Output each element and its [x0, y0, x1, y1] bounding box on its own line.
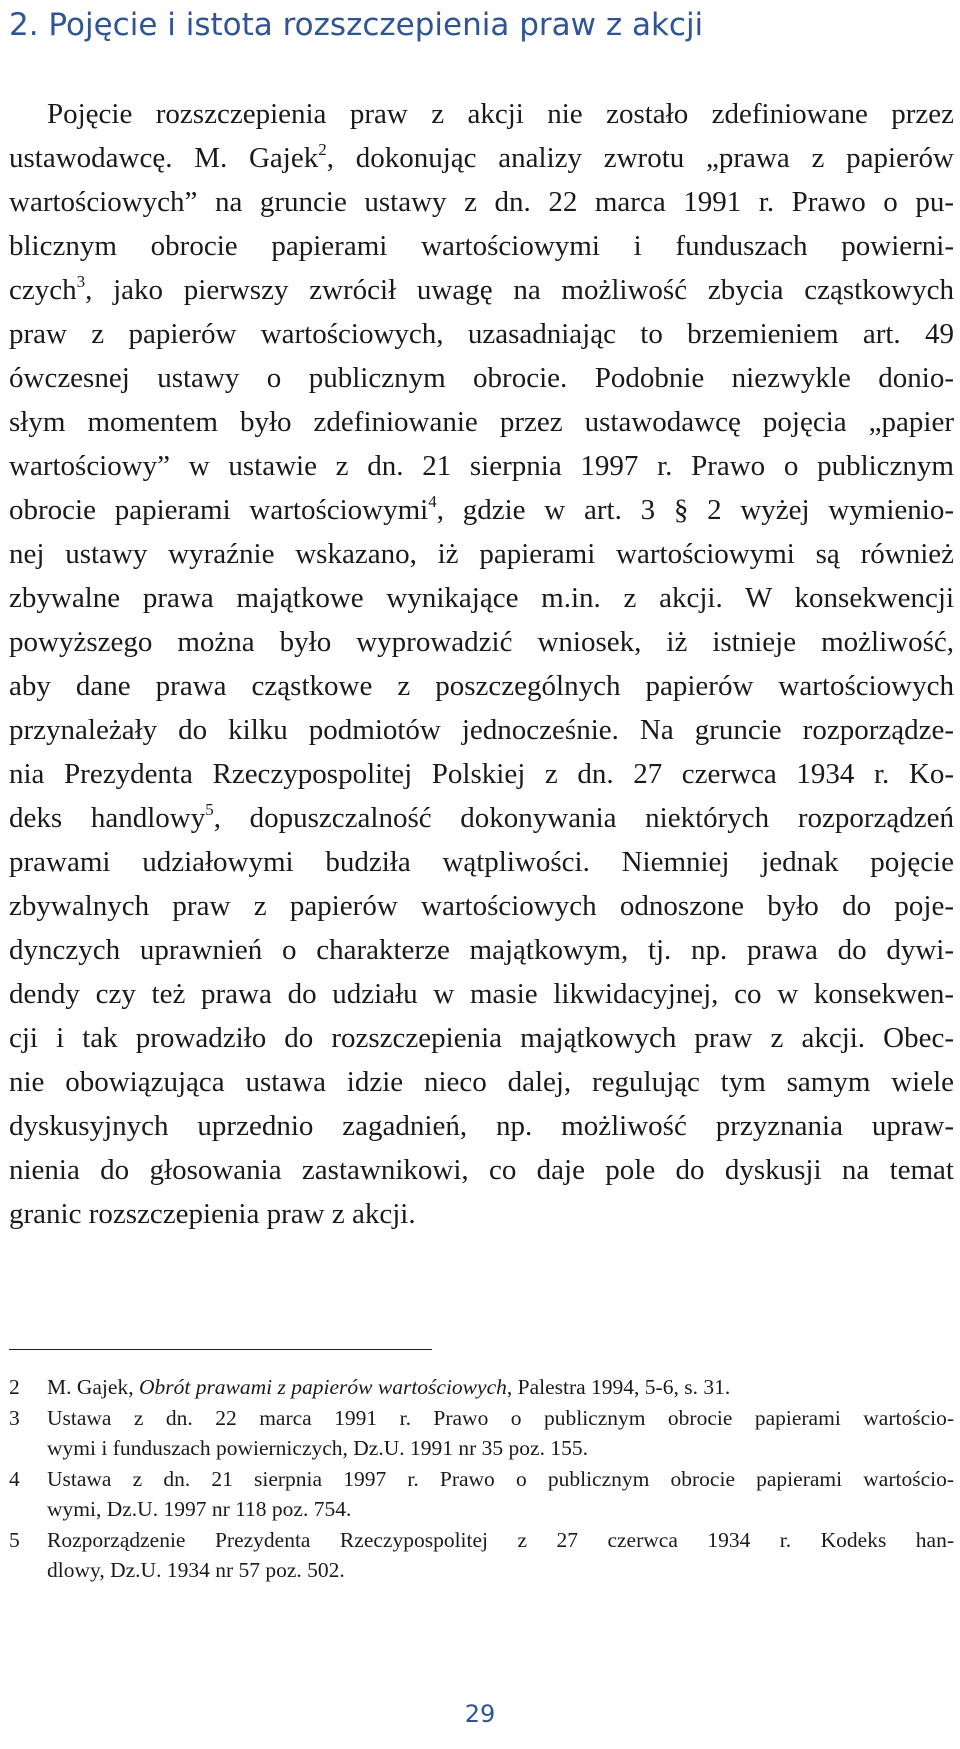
paragraph-line — [9, 1192, 954, 1236]
paragraph-line — [9, 1148, 954, 1192]
footnote-number: 4 — [9, 1466, 20, 1491]
line-text: granic rozszczepienia praw z akcji. — [9, 1198, 416, 1230]
footnote-text: Ustawa z dn. 21 sierpnia 1997 r. Prawo o publicznym obrocie papierami wartościo- — [47, 1466, 954, 1491]
paragraph-line — [9, 576, 954, 620]
paragraph-line — [9, 796, 954, 840]
footnote-text: wymi i funduszach powierniczych, Dz.U. 1991 nr 35 poz. 155. — [47, 1436, 588, 1460]
footnote-text: dlowy, Dz.U. 1934 nr 57 poz. 502. — [47, 1558, 345, 1582]
line-text: , jako pierwszy zwrócił uwagę na możliwość zbycia cząstkowych — [85, 274, 954, 306]
line-text: powyższego można było wyprowadzić wniosek, iż istnieje możliwość, — [9, 626, 954, 658]
footnote-line — [47, 1555, 954, 1586]
paragraph-line — [9, 884, 954, 928]
line-text: praw z papierów wartościowych, uzasadniając to brzemieniem art. 49 — [9, 318, 954, 350]
footnote-line — [47, 1525, 954, 1556]
footnote-number: 5 — [9, 1527, 20, 1552]
line-text: dynczych uprawnień o charakterze majątkowym, tj. np. prawa do dywi- — [9, 934, 954, 966]
footnote-marker: 4 — [428, 492, 437, 511]
line-text: nienia do głosowania zastawnikowi, co daje pole do dyskusji na temat — [9, 1154, 954, 1186]
line-text: wartościowych” na gruncie ustawy z dn. 22 marca 1991 r. Prawo o pu- — [9, 186, 954, 218]
footnote-title: Obrót prawami z papierów wartościowych — [138, 1375, 507, 1399]
line-text: aby dane prawa cząstkowe z poszczególnych papierów wartościowych — [9, 670, 954, 702]
footnote — [9, 1525, 954, 1586]
footnote-text: Rozporządzenie Prezydenta Rzeczypospolitej z 27 czerwca 1934 r. Kodeks han- — [47, 1527, 954, 1552]
paragraph-line — [9, 444, 954, 488]
paragraph-line — [9, 92, 954, 136]
paragraph-line — [9, 356, 954, 400]
footnote-marker: 2 — [318, 140, 327, 159]
line-text: nia Prezydenta Rzeczypospolitej Polskiej z dn. 27 czerwca 1934 r. Ko- — [9, 758, 954, 790]
footnote — [9, 1372, 954, 1403]
line-text: obrocie papierami wartościowymi — [9, 494, 429, 526]
paragraph-line — [9, 224, 954, 268]
line-text: ówczesnej ustawy o publicznym obrocie. Podobnie niezwykle donio- — [9, 362, 954, 394]
footnote-marker: 3 — [76, 272, 86, 291]
paragraph-line — [9, 312, 954, 356]
footnote-number: 3 — [9, 1405, 20, 1430]
footnote — [9, 1464, 954, 1525]
footnote-line — [47, 1403, 954, 1434]
paragraph-line — [9, 532, 954, 576]
line-text: cji i tak prowadziło do rozszczepienia majątkowych praw z akcji. Obec- — [9, 1022, 954, 1054]
paragraph-line — [9, 400, 954, 444]
line-text: słym momentem było zdefiniowanie przez ustawodawcę pojęcia „papier — [9, 406, 954, 438]
paragraph-line — [9, 752, 954, 796]
footnote-text: M. Gajek, — [47, 1375, 139, 1399]
footnote — [9, 1403, 954, 1464]
footnote-text: wymi, Dz.U. 1997 nr 118 poz. 754. — [47, 1497, 352, 1521]
footnote-separator — [9, 1349, 432, 1350]
paragraph-line — [9, 180, 954, 224]
page-number: 29 — [464, 1700, 496, 1728]
line-text: dyskusyjnych uprzednio zagadnień, np. możliwość przyznania upraw- — [9, 1110, 954, 1142]
footnotes — [9, 1372, 954, 1586]
paragraph-line — [9, 268, 954, 312]
line-text: nie obowiązująca ustawa idzie nieco dalej, regulując tym samym wiele — [9, 1066, 954, 1098]
paragraph-line — [9, 708, 954, 752]
line-text: , dokonując analizy zwrotu „prawa z papierów — [326, 142, 954, 174]
line-text: deks handlowy — [9, 802, 206, 834]
line-text: wartościowy” w ustawie z dn. 21 sierpnia 1997 r. Prawo o publicznym — [9, 450, 954, 482]
body-paragraph — [9, 92, 954, 1236]
line-text: Pojęcie rozszczepienia praw z akcji nie zostało zdefiniowane przez — [47, 98, 954, 130]
line-text: zbywalne prawa majątkowe wynikające m.in. z akcji. W konsekwencji — [9, 582, 954, 614]
line-text: nej ustawy wyraźnie wskazano, iż papierami wartościowymi są również — [9, 538, 954, 570]
paragraph-line — [9, 488, 954, 532]
footnote-text: Ustawa z dn. 22 marca 1991 r. Prawo o publicznym obrocie papierami wartościo- — [47, 1405, 954, 1430]
line-text: czych — [9, 274, 77, 306]
paragraph-line — [9, 1060, 954, 1104]
paragraph-line — [9, 1104, 954, 1148]
paragraph-line — [9, 840, 954, 884]
footnote-text: , Palestra 1994, 5-6, s. 31. — [506, 1375, 731, 1399]
paragraph-line — [9, 928, 954, 972]
line-text: , dopuszczalność dokonywania niektórych rozporządzeń — [213, 802, 955, 834]
paragraph-line — [9, 136, 954, 180]
paragraph-line — [9, 620, 954, 664]
paragraph-line — [9, 664, 954, 708]
footnote-number: 2 — [9, 1375, 20, 1399]
line-text: blicznym obrocie papierami wartościowymi i funduszach powierni- — [9, 230, 954, 262]
footnote-line — [47, 1494, 954, 1525]
footnote-line — [47, 1433, 954, 1464]
paragraph-line — [9, 972, 954, 1016]
footnote-line — [47, 1464, 954, 1495]
line-text: ustawodawcę. M. Gajek — [9, 142, 319, 174]
paragraph-line — [9, 1016, 954, 1060]
footnote-line — [47, 1372, 954, 1403]
line-text: przynależały do kilku podmiotów jednocześnie. Na gruncie rozporządze- — [9, 714, 954, 746]
line-text: zbywalnych praw z papierów wartościowych odnoszone było do poje- — [9, 890, 954, 922]
section-heading: 2. Pojęcie i istota rozszczepienia praw z akcji — [9, 7, 704, 43]
line-text: prawami udziałowymi budziła wątpliwości. Niemniej jednak pojęcie — [9, 846, 954, 878]
footnote-marker: 5 — [205, 800, 214, 819]
line-text: dendy czy też prawa do udziału w masie likwidacyjnej, co w konsekwen- — [9, 978, 954, 1010]
line-text: , gdzie w art. 3 § 2 wyżej wymienio- — [436, 494, 954, 526]
